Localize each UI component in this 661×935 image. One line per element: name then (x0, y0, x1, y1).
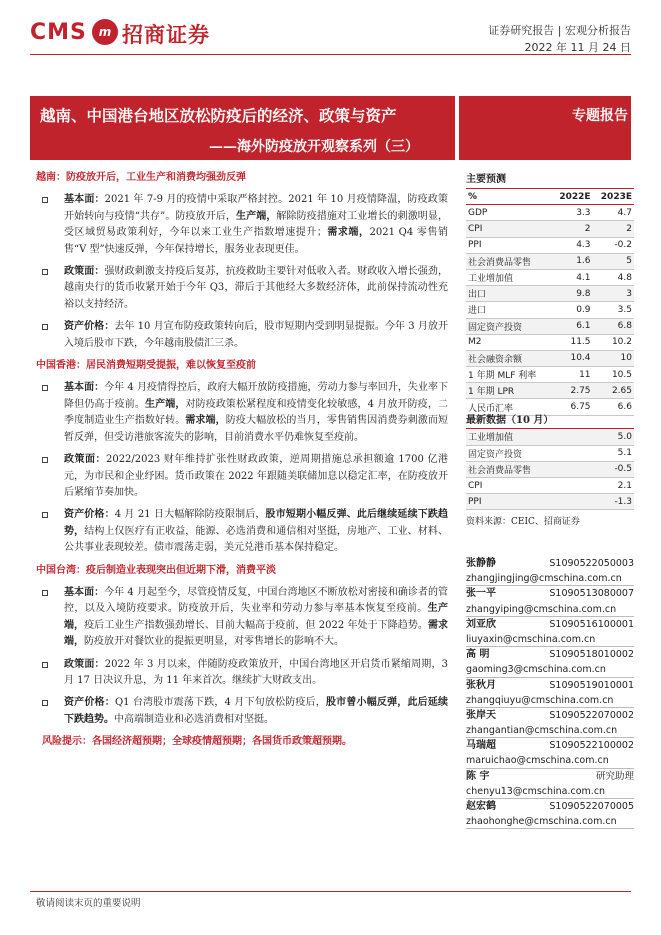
item-label: 基本面： (64, 194, 105, 206)
report-type: 证券研究报告 | 宏观分析报告 (488, 24, 631, 37)
forecast-row (466, 383, 634, 399)
forecast-title: 主要预测 (466, 174, 506, 185)
item-text: 生产端， (64, 603, 449, 631)
forecast-row (466, 237, 634, 253)
bullet-square-icon (42, 385, 48, 391)
analyst-name: 张一平 (466, 588, 496, 600)
latest-row (466, 478, 634, 494)
forecast-value: 6.1 (551, 318, 592, 334)
item-text: 防疫大幅放松的当月，零售销售因消费券刺激而短暂反弹，但受访港旅客流失的影响，目前消费水平仍难恢复至疫前。 (64, 415, 449, 443)
latest-value: 2.1 (593, 478, 634, 494)
analyst-name: 张岸天 (466, 709, 496, 721)
analyst-id: S1090522050003 (549, 558, 634, 569)
item-text: 中高端制造业和必选消费相对坚挺。 (114, 713, 274, 725)
item-label: 政策面： (64, 454, 106, 466)
item-label: 基本面： (64, 382, 105, 394)
forecast-panel (466, 170, 634, 416)
analyst-name: 赵宏鹤 (466, 801, 496, 812)
analyst-name: 刘亚欣 (466, 618, 496, 630)
forecast-indicator: PPI (466, 237, 551, 253)
analyst-id: S1090522070005 (549, 801, 634, 812)
latest-value: 5.0 (593, 429, 634, 445)
forecast-value: 1.6 (551, 253, 592, 269)
forecast-value: 4.7 (593, 205, 634, 221)
forecast-header-2022: 2022E (551, 189, 592, 205)
forecast-value: 10.5 (593, 367, 634, 383)
analyst-id: 研究助理 (595, 770, 634, 782)
forecast-value: 3.3 (551, 205, 592, 221)
analyst-list (466, 556, 634, 829)
analyst-id: S1090518010002 (549, 649, 634, 661)
latest-row (466, 461, 634, 477)
item-text: 股市短期小幅反弹、此后继续延续下跌趋势， (64, 509, 449, 537)
forecast-row (466, 253, 634, 269)
latest-indicator: CPI (466, 478, 593, 494)
forecast-indicator: 1 年期 MLF 利率 (466, 367, 551, 383)
analyst-id: S1090516100001 (549, 618, 634, 630)
analyst-email[interactable]: maruichao@cmschina.com.cn (466, 753, 634, 768)
analyst-row (466, 556, 634, 571)
forecast-indicator: 出口 (466, 286, 551, 302)
forecast-value: 4.1 (551, 269, 592, 285)
band-divider (455, 96, 459, 160)
analyst-row (466, 678, 634, 693)
forecast-indicator: 社会消费品零售 (466, 253, 551, 269)
item-text: 2021 Q4 零售销售“V 型”快速反弹，今年保持增长，服务业表现更佳。 (64, 227, 449, 255)
forecast-row (466, 286, 634, 302)
analyst-name: 陈 宇 (466, 770, 490, 782)
bullet-square-icon (42, 324, 48, 330)
analyst-email[interactable]: liuyaxin@cmschina.com.cn (466, 632, 634, 647)
bullet-square-icon (42, 662, 48, 668)
bullet-item (36, 695, 448, 728)
report-title: 越南、中国港台地区放松防疫后的经济、政策与资产 (40, 106, 397, 125)
analyst-id: S1090522100002 (549, 740, 634, 752)
forecast-indicator: 固定资产投资 (466, 318, 551, 334)
analyst-email[interactable]: zhangantian@cmschina.com.cn (466, 723, 634, 738)
forecast-value: 4.8 (593, 269, 634, 285)
main-content (36, 170, 448, 751)
logo-text-cn: 招商证券 (122, 23, 210, 47)
forecast-row (466, 334, 634, 350)
report-subtitle: ——海外防疫放开观察系列（三） (209, 139, 419, 155)
bullet-item (36, 319, 448, 352)
forecast-header-row (466, 189, 634, 205)
forecast-value: 2 (551, 221, 592, 237)
latest-value: -0.5 (593, 461, 634, 477)
item-text: 生产端， (236, 210, 277, 222)
forecast-value: 11 (551, 367, 592, 383)
header-meta (488, 22, 631, 56)
latest-table (466, 429, 634, 510)
logo-icon: m (92, 19, 118, 45)
item-text: 疫后工业生产指数强劲增长、目前大幅高于疫前，但 2022 年处于下降趋势。 (84, 619, 428, 631)
analyst-row (466, 708, 634, 723)
forecast-value: 6.8 (593, 318, 634, 334)
forecast-indicator: M2 (466, 334, 551, 350)
forecast-indicator: 1 年期 LPR (466, 383, 551, 399)
latest-title: 最新数据（10 月） (466, 411, 634, 429)
analyst-email[interactable]: zhangyiping@cmschina.com.cn (466, 602, 634, 617)
forecast-value: 2.75 (551, 383, 592, 399)
item-text: 需求端， (64, 619, 448, 648)
latest-indicator: 固定资产投资 (466, 445, 593, 461)
logo-text-en: CMS (30, 20, 87, 45)
forecast-value: 9.8 (551, 286, 592, 302)
forecast-value: 0.9 (551, 302, 592, 318)
item-text: 今年 4 月疫情得控后，政府大幅开放防疫措施，劳动力参与率回升，失业率下降但仍高于疫前。 (64, 382, 448, 410)
source-note: 资料来源：CEIC、招商证券 (466, 517, 580, 528)
bullet-item (36, 192, 448, 258)
analyst-name: 马瑞超 (466, 740, 496, 752)
forecast-indicator: 社会融资余额 (466, 350, 551, 366)
item-text: 强财政刺激支持疫后复苏，抗疫救助主要针对低收入者。财政收入增长强劲，越南央行的货币收紧开始于今年 Q3，滞后于其他经大多数经济体，此前保持流动性充裕以支持经济。 (64, 266, 449, 310)
risk-warning: 风险提示：各国经济超预期；全球疫情超预期；各国货币政策超预期。 (42, 736, 352, 748)
item-text: 需求端， (185, 415, 226, 427)
forecast-value: 5 (593, 253, 634, 269)
analyst-email[interactable]: zhangqiuyu@cmschina.com.cn (466, 693, 634, 708)
analyst-row (466, 769, 634, 784)
forecast-indicator: GDP (466, 205, 551, 221)
bullet-item (36, 657, 448, 690)
latest-value: -1.3 (593, 494, 634, 510)
bullet-square-icon (42, 590, 48, 596)
latest-row (466, 445, 634, 461)
bullet-square-icon (42, 457, 48, 463)
latest-value: 5.1 (593, 445, 634, 461)
forecast-row (466, 205, 634, 221)
header-divider (30, 54, 631, 55)
item-text: 对防疫政策松紧程度和疫情变化较敏感，4 月放开防疫，二季度制造业生产指数好转。 (64, 398, 449, 427)
analyst-email[interactable]: gaoming3@cmschina.com.cn (466, 662, 634, 677)
footer-note: 敬请阅读末页的重要说明 (36, 898, 141, 909)
forecast-header-2023: 2023E (593, 189, 634, 205)
forecast-value: 10.4 (551, 350, 592, 366)
item-text: 4 月 21 日大幅解除防疫限制后， (114, 509, 266, 521)
forecast-header-unit: % (466, 189, 551, 205)
latest-indicator: 工业增加值 (466, 429, 593, 445)
forecast-row (466, 221, 634, 237)
forecast-indicator: 工业增加值 (466, 269, 551, 285)
analyst-id: S1090519010001 (549, 679, 634, 691)
section-heading: 中国香港：居民消费短期受提振，难以恢复至疫前 (36, 360, 256, 372)
analyst-row (466, 799, 634, 814)
footer-divider (30, 891, 631, 892)
analyst-row (466, 738, 634, 753)
forecast-value: -0.2 (593, 237, 634, 253)
forecast-value: 6.75 (551, 399, 592, 415)
bullet-square-icon (42, 700, 48, 706)
forecast-row (466, 367, 634, 383)
item-text: 防疫放开对餐饮业的提振更明显，对零售增长的影响不大。 (84, 636, 344, 648)
bullet-square-icon (42, 512, 48, 518)
item-label: 基本面： (64, 586, 105, 598)
item-text: 股市曾小幅反弹，此后延续下跌趋势。 (64, 697, 449, 725)
forecast-value: 10 (593, 350, 634, 366)
bullet-item (36, 507, 448, 556)
bullet-item (36, 264, 448, 313)
section-heading: 中国台湾：疫后制造业表现突出但近期下滑，消费平淡 (36, 564, 276, 576)
forecast-value: 2.65 (593, 383, 634, 399)
report-tag: 专题报告 (572, 108, 628, 124)
forecast-value: 2 (593, 221, 634, 237)
forecast-value: 3.5 (593, 302, 634, 318)
item-text: 2022 年 3 月以来，伴随防疫政策放开，中国台湾地区开启货币紧缩周期，3 月 17 日决议升息，为 11 年来首次。继续扩大财政支出。 (64, 658, 448, 686)
analyst-id: S1090513080007 (549, 588, 634, 600)
forecast-value: 10.2 (593, 334, 634, 350)
forecast-row (466, 269, 634, 285)
forecast-indicator: CPI (466, 221, 551, 237)
analyst-row (466, 617, 634, 632)
item-label: 政策面： (64, 658, 105, 670)
item-text: 去年 10 月宣布防疫政策转向后，股市短期内受到明显提振。今年 3 月放开入境后股市下跌，今年越南股债汇三杀。 (64, 321, 448, 349)
latest-indicator: 社会消费品零售 (466, 461, 593, 477)
latest-panel (466, 411, 634, 527)
forecast-row (466, 302, 634, 318)
item-text: 2021 年 7-9 月的疫情中采取严格封控。2021 年 10 月疫情降温，防疫政策开始转向与疫情“共存”。防疫放开后， (64, 194, 448, 222)
analyst-name: 高 明 (466, 649, 490, 661)
forecast-value: 6.6 (593, 399, 634, 415)
bullet-item (36, 585, 448, 651)
item-text: Q1 台湾股市震荡下跌，4 月下旬放松防疫后， (114, 697, 326, 709)
forecast-table (466, 188, 634, 416)
forecast-value: 3 (593, 286, 634, 302)
analyst-id: S1090522070002 (549, 709, 634, 721)
forecast-value: 11.5 (551, 334, 592, 350)
forecast-indicator: 进口 (466, 302, 551, 318)
analyst-email[interactable]: chenyu13@cmschina.com.cn (466, 784, 634, 799)
analyst-email[interactable]: zhaohonghe@cmschina.com.cn (466, 814, 634, 829)
forecast-row (466, 318, 634, 334)
item-text: 解除防疫措施对工业增长的刺激明显，受区域贸易政策利好，今年以来工业生产指数增速提升； (64, 210, 449, 239)
bullet-square-icon (42, 269, 48, 275)
latest-row (466, 429, 634, 445)
item-text: 结构上仅医疗有正收益，能源、必选消费和通信相对坚挺，房地产、工业、材料、公共事业表现较差。债市震荡走弱，美元兑港币基本保持稳定。 (64, 525, 449, 554)
item-text: 生产端， (144, 398, 186, 410)
bullet-square-icon (42, 197, 48, 203)
forecast-row (466, 350, 634, 366)
forecast-value: 4.3 (551, 237, 592, 253)
analyst-row (466, 647, 634, 662)
analyst-name: 张静静 (466, 558, 496, 569)
item-label: 政策面： (64, 266, 105, 278)
bullet-item (36, 380, 448, 446)
latest-indicator: PPI (466, 494, 593, 510)
section-heading: 越南：防疫放开后，工业生产和消费均强劲反弹 (36, 172, 246, 183)
item-label: 资产价格： (64, 321, 115, 333)
item-text: 需求端， (326, 227, 370, 239)
item-label: 资产价格： (64, 697, 115, 709)
analyst-row (466, 586, 634, 601)
analyst-email[interactable]: zhangjingjing@cmschina.com.cn (466, 571, 634, 586)
analyst-name: 张秋月 (466, 679, 496, 691)
latest-row (466, 494, 634, 510)
forecast-indicator: 人民币汇率 (466, 399, 551, 415)
bullet-item (36, 452, 448, 501)
report-date: 2022 年 11 月 24 日 (524, 41, 631, 54)
item-text: 2022/2023 财年维持扩张性财政政策，逆周期措施总承担额逾 1700 亿港元，为市民和企业纾困。货币政策在 2022 年跟随美联储加息以稳定汇率，在防疫放开后紧缩节奏加快。 (64, 454, 448, 498)
item-text: 今年 4 月起至今，尽管疫情反复，中国台湾地区不断放松对密接和确诊者的管控，以及入境防疫要求。防疫放开后，失业率和劳动力参与率基本恢复至疫前。 (64, 586, 448, 615)
item-label: 资产价格： (64, 509, 115, 521)
